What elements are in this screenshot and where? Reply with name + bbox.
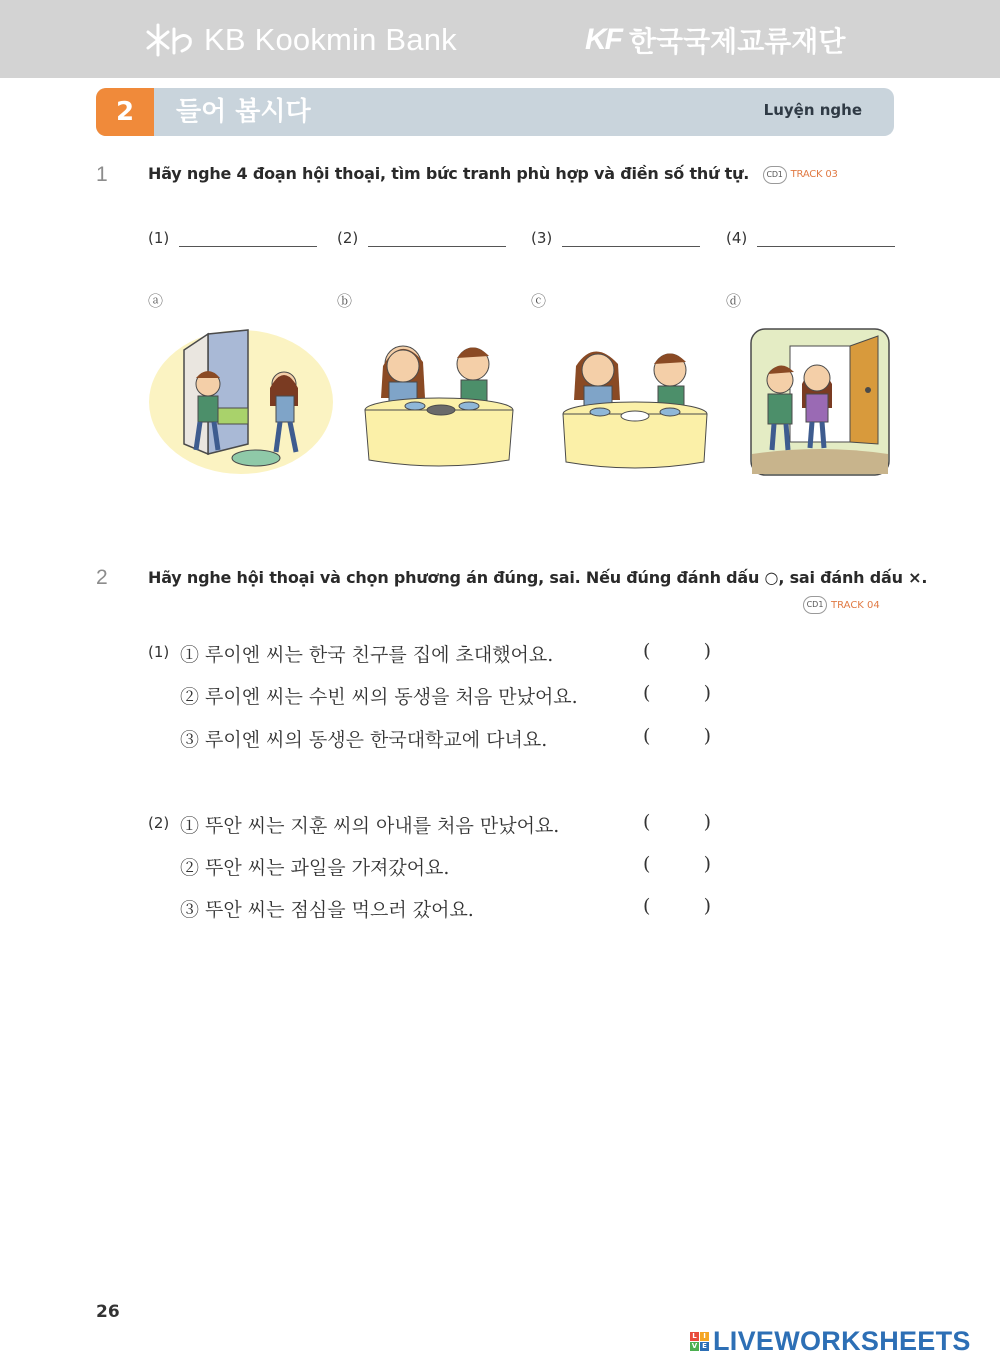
statement-1-3: ③ 루이엔 씨의 동생은 한국대학교에 다녀요.: [180, 729, 548, 751]
statement-2-3: ③ 뚜안 씨는 점심을 먹으러 갔어요.: [180, 899, 474, 921]
picture-label-a: ⓐ: [148, 292, 164, 310]
blank-input[interactable]: [562, 226, 700, 247]
section-title: 들어 봅시다: [176, 97, 311, 127]
track-label: TRACK 03: [790, 169, 838, 180]
question-2-instruction: Hãy nghe hội thoại và chọn phương án đúng, sai. Nếu đúng đánh dấu ○, sai đánh dấu ×.: [148, 568, 928, 587]
track-label: TRACK 04: [831, 599, 880, 611]
statement-2-1: ① 뚜안 씨는 지훈 씨의 아내를 처음 만났어요.: [180, 815, 560, 837]
question-1-number: 1: [96, 163, 108, 186]
picture-label-c: ⓒ: [531, 292, 547, 310]
blank-input[interactable]: [179, 226, 317, 247]
page-number: 26: [96, 1302, 120, 1322]
kb-star-icon: [146, 23, 194, 57]
answer-box-2-2[interactable]: ( ): [643, 853, 711, 875]
kf-foundation-logo: [585, 20, 845, 60]
picture-d-door-greeting: [750, 328, 890, 476]
blank-label: (2): [337, 229, 359, 247]
statement-1-1: ① 루이엔 씨는 한국 친구를 집에 초대했어요.: [180, 644, 554, 666]
answer-blank-3[interactable]: [531, 226, 700, 247]
section-subtitle: Luyện nghe: [763, 101, 862, 119]
section-header: [96, 88, 894, 136]
picture-b-eating-meal: [361, 338, 517, 472]
blank-label: (3): [531, 229, 553, 247]
blank-label: (1): [148, 229, 170, 247]
liveworksheets-grid-icon: L I V E: [690, 1332, 709, 1351]
kf-name: 한국국제교류재단: [629, 25, 846, 58]
cd-icon: CD1: [803, 596, 827, 614]
kf-mark: KF: [585, 23, 621, 56]
blank-input[interactable]: [368, 226, 506, 247]
blank-label: (4): [726, 229, 748, 247]
picture-label-b: ⓑ: [337, 292, 353, 310]
answer-blank-4[interactable]: [726, 226, 895, 247]
answer-blank-2[interactable]: [337, 226, 506, 247]
liveworksheets-logo[interactable]: [690, 1326, 971, 1357]
picture-a-gift-at-door: [148, 326, 334, 476]
answer-blank-1[interactable]: [148, 226, 317, 247]
track-04[interactable]: [803, 596, 880, 614]
picture-c-table-talk: [560, 342, 710, 472]
answer-box-1-1[interactable]: ( ): [643, 640, 711, 662]
answer-box-1-3[interactable]: ( ): [643, 725, 711, 747]
picture-label-d: ⓓ: [726, 292, 742, 310]
question-2-number: 2: [96, 566, 108, 589]
question-1-text: Hãy nghe 4 đoạn hội thoại, tìm bức tranh phù hợp và điền số thứ tự.: [148, 164, 750, 183]
question-1-instruction: [148, 164, 838, 184]
top-logo-bar: [0, 0, 1000, 78]
kb-logo-text: KB Kookmin Bank: [204, 22, 457, 57]
blank-input[interactable]: [757, 226, 895, 247]
answer-box-2-3[interactable]: ( ): [643, 895, 711, 917]
track-03[interactable]: [763, 166, 838, 184]
cd-icon: CD1: [763, 166, 787, 184]
kb-kookmin-logo: [146, 20, 457, 60]
group-1-label: (1): [148, 643, 170, 661]
liveworksheets-text: LIVEWORKSHEETS: [713, 1326, 971, 1356]
group-2-label: (2): [148, 814, 170, 832]
answer-box-1-2[interactable]: ( ): [643, 682, 711, 704]
answer-box-2-1[interactable]: ( ): [643, 811, 711, 833]
section-number: 2: [96, 88, 154, 136]
statement-1-2: ② 루이엔 씨는 수빈 씨의 동생을 처음 만났어요.: [180, 686, 578, 708]
statement-2-2: ② 뚜안 씨는 과일을 가져갔어요.: [180, 857, 450, 879]
